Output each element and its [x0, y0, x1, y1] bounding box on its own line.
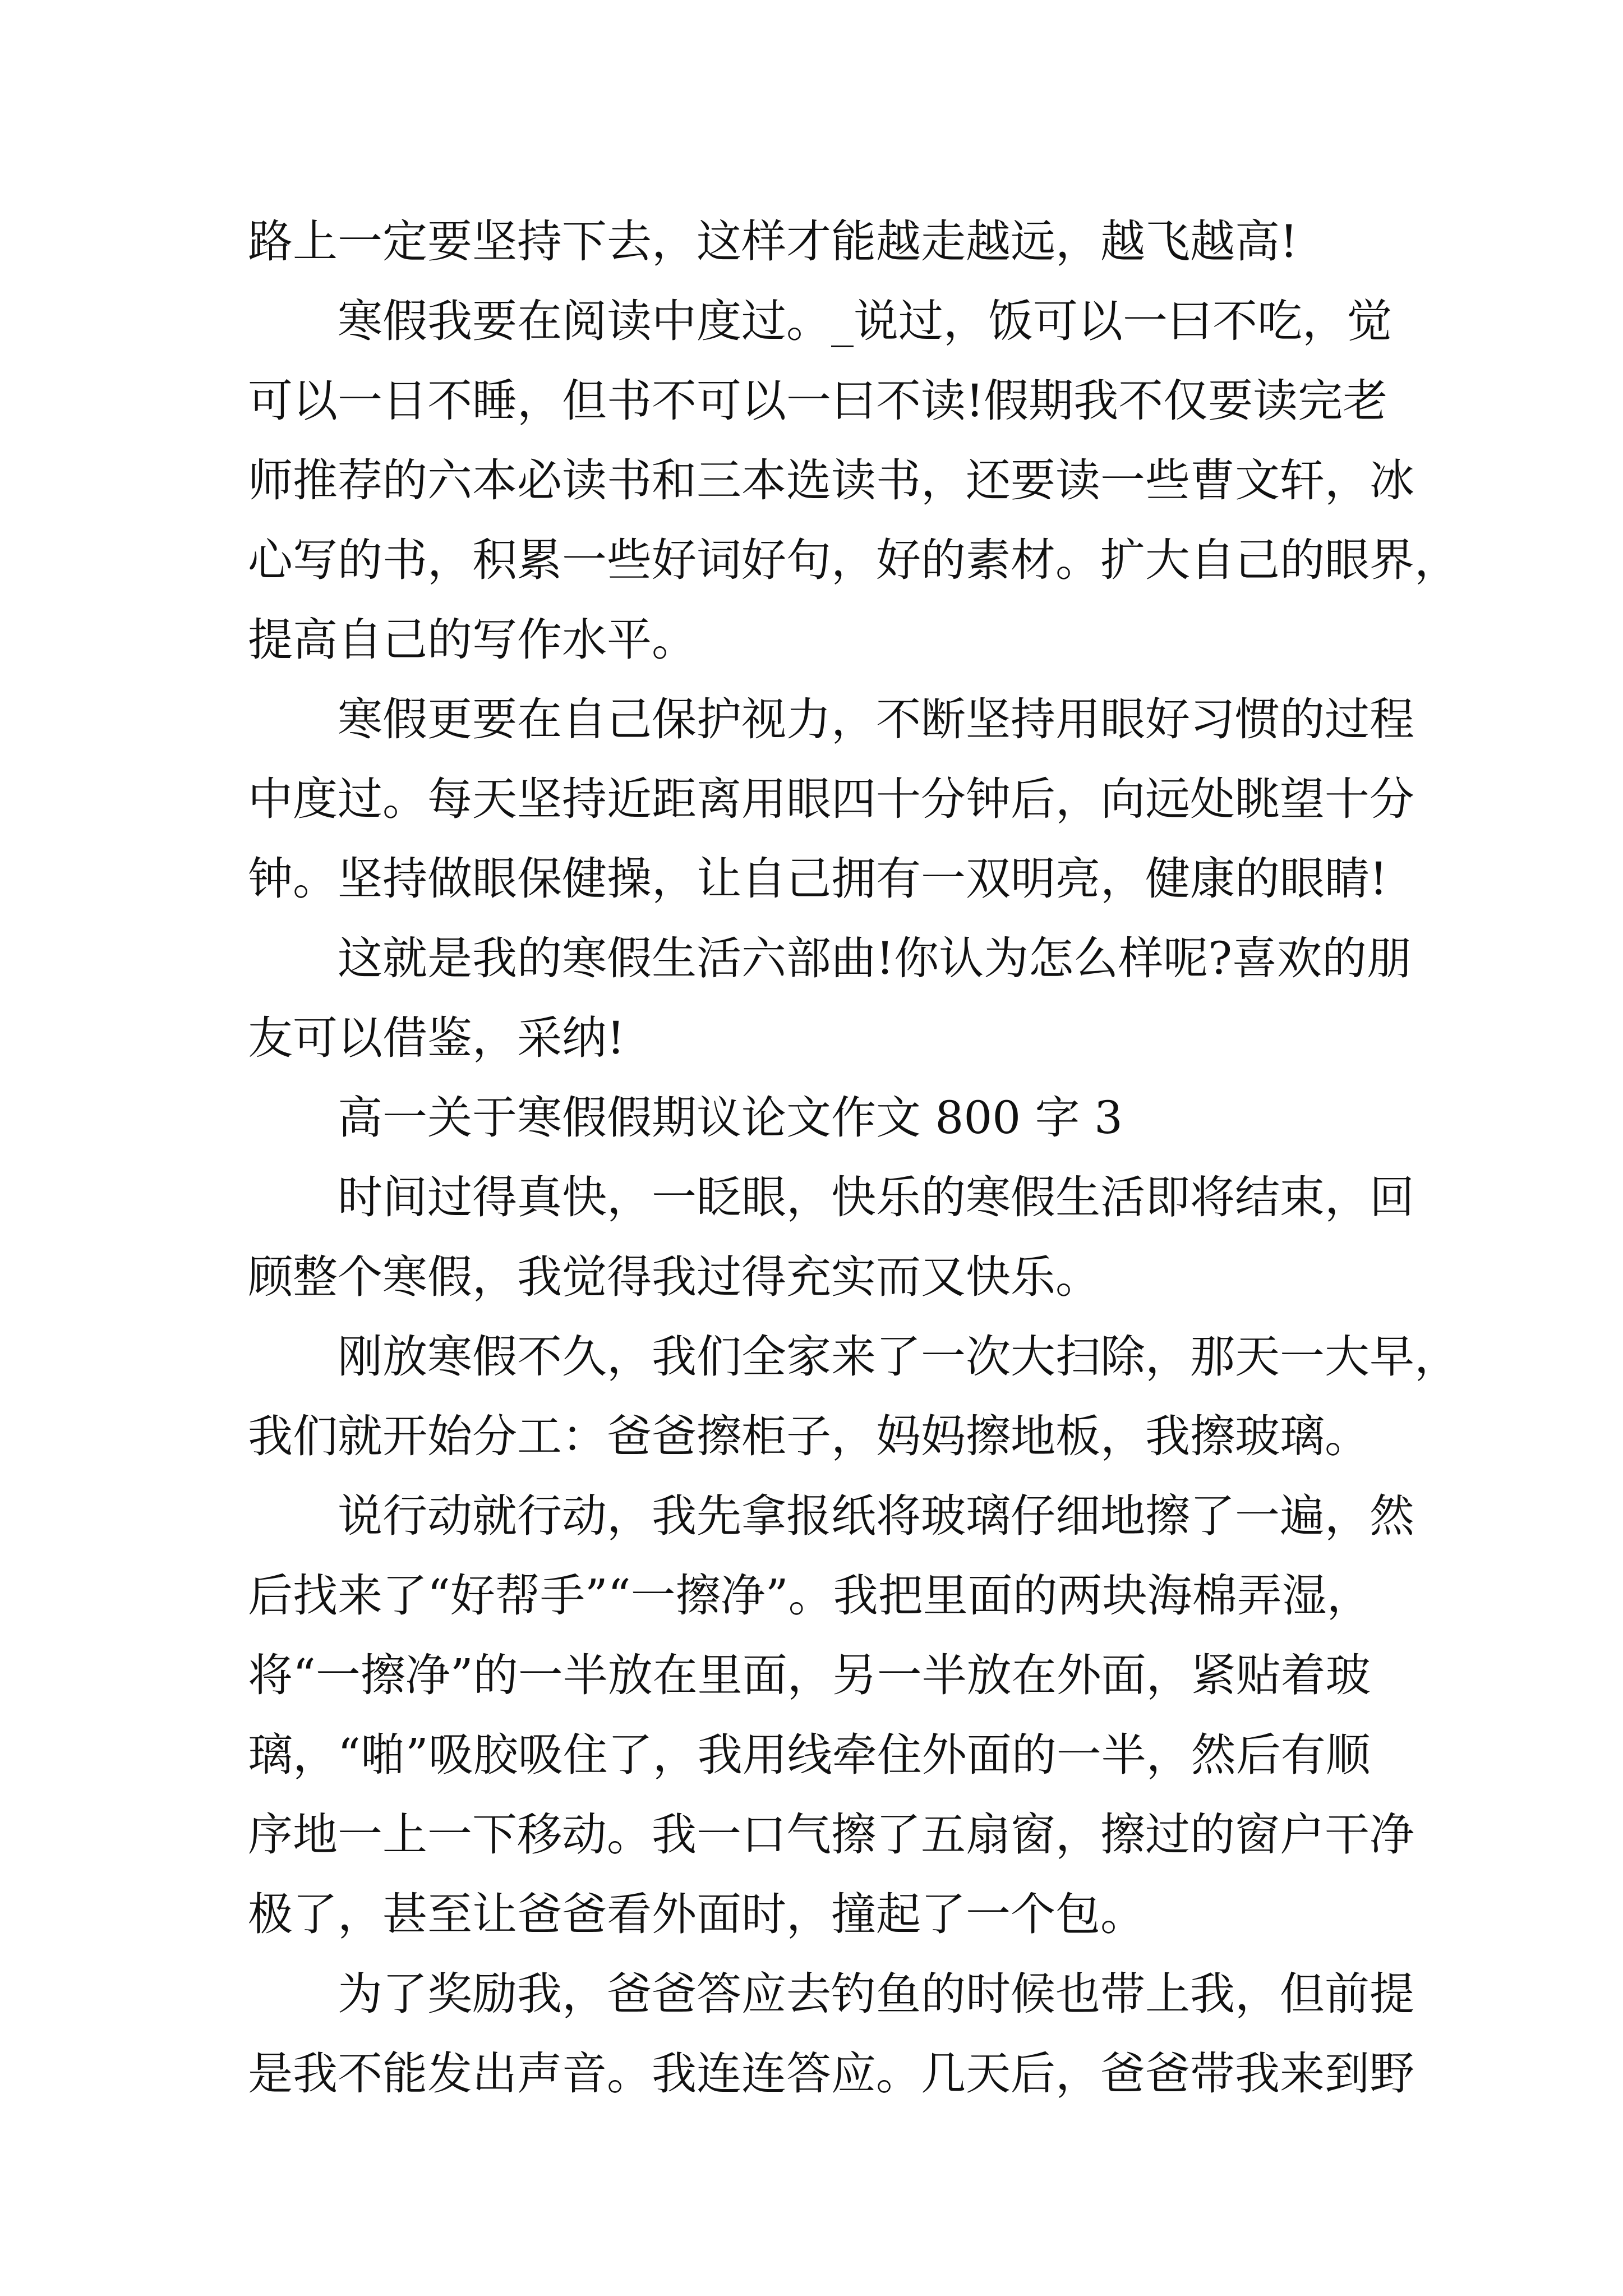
document-body [248, 202, 1459, 2114]
text-line: 极了，甚至让爸爸看外面时，撞起了一个包。 [248, 1888, 1145, 1940]
text-line: 可以一日不睡，但书不可以一曰不读!假期我不仅要读完老 [248, 375, 1388, 427]
text-line: 师推荐的六本必读书和三本选读书，还要读一些曹文轩，冰 [248, 454, 1414, 507]
text-line: 序地一上一下移动。我一口气擦了五扇窗，擦过的窗户干净 [248, 1809, 1414, 1861]
text-line: 寒假我要在阅读中度过。_说过，饭可以一曰不吃，觉 [338, 295, 1392, 347]
text-line: 这就是我的寒假生活六部曲!你认为怎么样呢?喜欢的朋 [338, 932, 1412, 984]
text-line: 将“一擦净”的一半放在里面，另一半放在外面，紧贴着玻 [248, 1649, 1371, 1701]
text-line: 后找来了“好帮手”“一擦净”。我把里面的两块海棉弄湿， [248, 1570, 1372, 1622]
text-line: 刚放寒假不久，我们全家来了一次大扫除，那天一大早， [338, 1331, 1459, 1383]
text-line: 为了奖励我，爸爸答应去钓鱼的时候也带上我，但前提 [338, 1968, 1414, 2020]
text-line: 寒假更要在自己保护视力，不断坚持用眼好习惯的过程 [338, 693, 1414, 746]
section-heading: 高一关于寒假假期议论文作文 800 字 3 [338, 1092, 1123, 1144]
text-line: 钟。坚持做眼保健操，让自己拥有一双明亮，健康的眼睛! [248, 853, 1388, 905]
text-line: 中度过。每天坚持近距离用眼四十分钟后，向远处眺望十分 [248, 773, 1414, 825]
text-line: 璃，“啪”吸胶吸住了，我用线牵住外面的一半，然后有顺 [248, 1729, 1371, 1781]
text-line: 友可以借鉴，采纳! [248, 1012, 625, 1064]
text-line: 提高自己的写作水平。 [248, 614, 697, 666]
text-line: 是我不能发出声音。我连连答应。几天后，爸爸带我来到野 [248, 2047, 1414, 2100]
text-line: 时间过得真快，一眨眼，快乐的寒假生活即将结束，回 [338, 1171, 1414, 1223]
text-line: 心写的书，积累一些好词好句，好的素材。扩大自己的眼界， [248, 534, 1459, 586]
text-line: 路上一定要坚持下去，这样才能越走越远，越飞越高! [248, 215, 1298, 268]
text-line: 我们就开始分工：爸爸擦柜子，妈妈擦地板，我擦玻璃。 [248, 1410, 1370, 1462]
text-line: 顾整个寒假，我觉得我过得充实而又快乐。 [248, 1251, 1100, 1303]
text-line: 说行动就行动，我先拿报纸将玻璃仔细地擦了一遍，然 [338, 1490, 1414, 1542]
